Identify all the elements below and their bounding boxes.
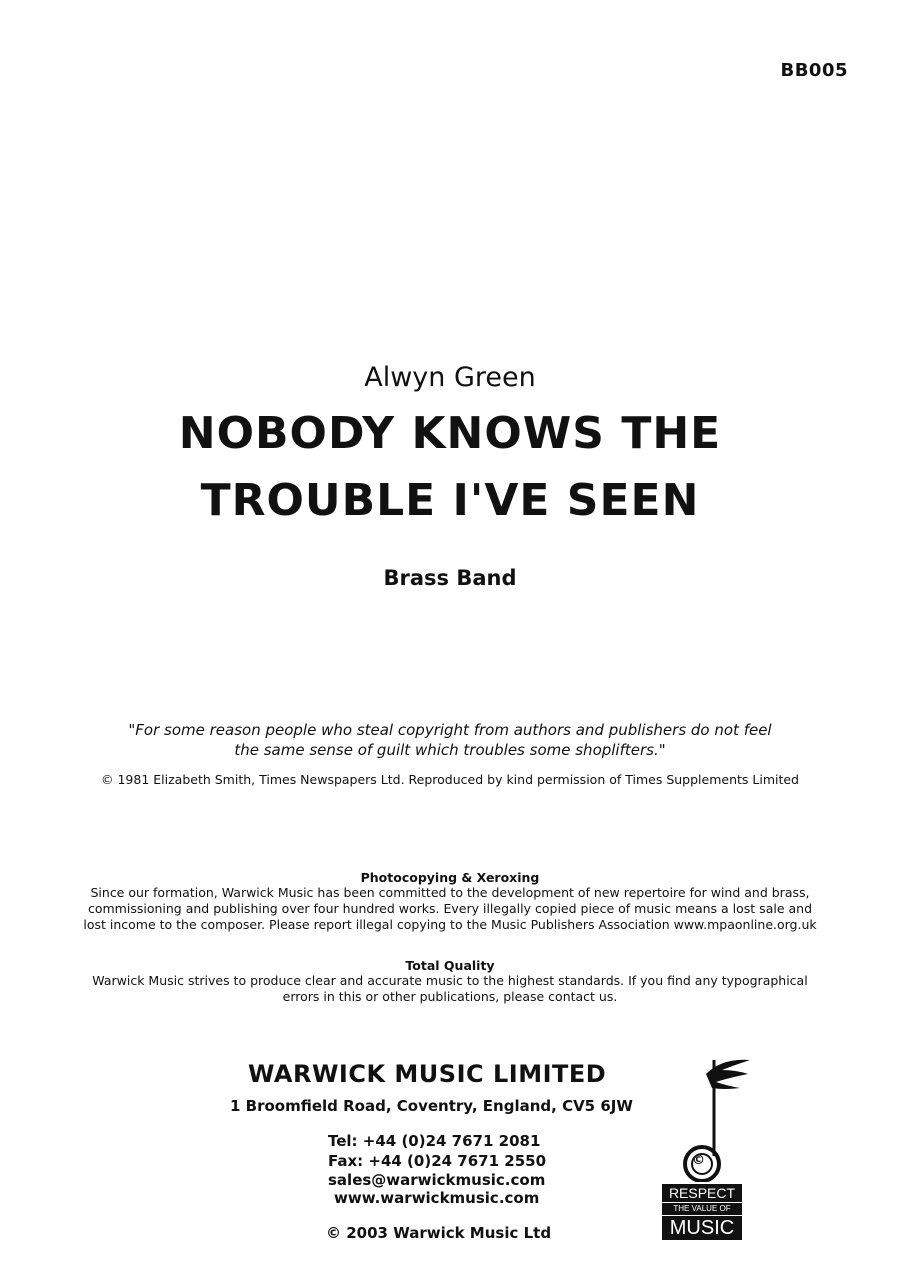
title-line-1: NOBODY KNOWS THE — [178, 408, 722, 459]
publisher-address: 1 Broomfield Road, Coventry, England, CV5 6JW — [230, 1097, 633, 1115]
publisher-copyright: © 2003 Warwick Music Ltd — [326, 1224, 552, 1242]
quote-credit: © 1981 Elizabeth Smith, Times Newspapers Ltd. Reproduced by kind permission of Times Supplements Limited — [101, 772, 799, 787]
publisher-email: sales@warwickmusic.com — [328, 1171, 546, 1189]
photocopying-heading: Photocopying & Xeroxing — [360, 870, 540, 885]
quote-line-1: "For some reason people who steal copyright from authors and publishers do not feel — [128, 721, 772, 739]
title-line-2: TROUBLE I'VE SEEN — [200, 475, 700, 526]
publisher-tel: Tel: +44 (0)24 7671 2081 — [328, 1132, 541, 1150]
quality-line-1: Warwick Music strives to produce clear and accurate music to the highest standards. If you find any typographical — [92, 973, 808, 988]
photocopying-line-3: lost income to the composer. Please report illegal copying to the Music Publishers Association www.mpaonline.org.uk — [83, 917, 817, 932]
quality-heading: Total Quality — [405, 958, 495, 973]
music-note-icon — [662, 1052, 758, 1182]
catalog-number: BB005 — [780, 60, 848, 81]
copyright-quote — [80, 720, 820, 760]
photocopying-line-1: Since our formation, Warwick Music has been committed to the development of new repertoire for wind and brass, — [90, 885, 810, 900]
logo-line-3: MUSIC — [662, 1216, 742, 1240]
quality-text — [60, 973, 840, 1005]
publisher-website: www.warwickmusic.com — [334, 1189, 540, 1207]
quality-line-2: errors in this or other publications, please contact us. — [282, 989, 618, 1004]
publisher-fax: Fax: +44 (0)24 7671 2550 — [328, 1152, 547, 1170]
composer-name: Alwyn Green — [364, 362, 536, 393]
logo-line-1: RESPECT — [662, 1184, 742, 1202]
respect-music-logo — [662, 1052, 758, 1242]
photocopying-text — [60, 885, 840, 933]
publisher-name: WARWICK MUSIC LIMITED — [248, 1060, 607, 1088]
logo-line-2: THE VALUE OF — [662, 1203, 742, 1215]
logo-copyright-symbol: © — [692, 1153, 705, 1168]
quote-line-2: the same sense of guilt which troubles some shoplifters." — [234, 741, 666, 759]
photocopying-line-2: commissioning and publishing over four hundred works. Every illegally copied piece of music means a lost sale and — [87, 901, 813, 916]
instrumentation: Brass Band — [383, 566, 517, 590]
